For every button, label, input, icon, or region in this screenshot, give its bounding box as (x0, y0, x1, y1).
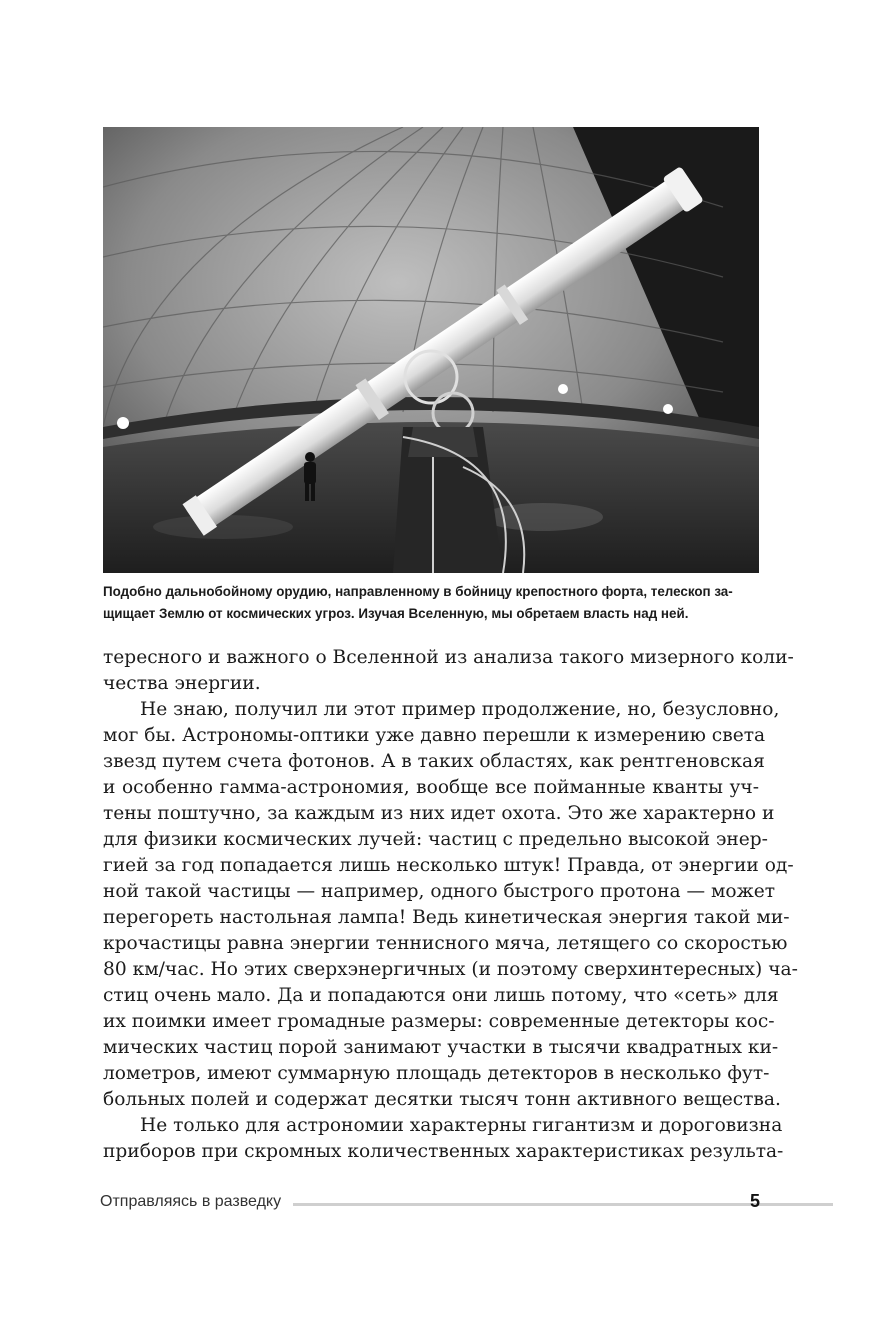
caption-line: щищает Землю от космических угроз. Изучая Вселенную, мы обретаем власть над ней. (103, 606, 689, 621)
text-line: чества энергии. (103, 673, 261, 694)
text-line: тересного и важного о Вселенной из анализа такого мизерного коли- (103, 647, 794, 668)
text-line: перегореть настольная лампа! Ведь кинетическая энергия такой ми- (103, 907, 790, 928)
text-line: больных полей и содержат десятки тысяч тонн активного вещества. (103, 1089, 781, 1110)
text-line: Не только для астрономии характерны гигантизм и дороговизна (140, 1115, 783, 1136)
text-line: ной такой частицы — например, одного быстрого протона — может (103, 881, 776, 902)
text-line: крочастицы равна энергии теннисного мяча, летящего со скоростью (103, 933, 788, 954)
page-footer (100, 1190, 760, 1216)
body-text (103, 645, 798, 1165)
text-line: мог бы. Астрономы-оптики уже давно перешли к измерению света (103, 725, 766, 746)
running-section-title: Отправляясь в разведку (100, 1193, 282, 1210)
page-number: 5 (749, 1191, 760, 1211)
telescope-photo (103, 127, 759, 573)
text-line: гией за год попадается лишь несколько штук! Правда, от энергии од- (103, 855, 794, 876)
text-line: звезд путем счета фотонов. А в таких областях, как рентгеновская (103, 751, 765, 772)
text-line: лометров, имеют суммарную площадь детекторов в несколько фут- (103, 1063, 770, 1084)
text-line: стиц очень мало. Да и попадаются они лишь потому, что «сеть» для (103, 985, 779, 1006)
text-line: их поимки имеет громадные размеры: современные детекторы кос- (103, 1011, 775, 1032)
text-line: 80 км/час. Но этих сверхэнергичных (и поэтому сверхинтересных) ча- (103, 959, 798, 980)
photo-caption (103, 581, 759, 625)
text-line: и особенно гамма-астрономия, вообще все пойманные кванты уч- (103, 777, 759, 798)
text-line: приборов при скромных количественных характеристиках результа- (103, 1141, 784, 1162)
text-line: мических частиц порой занимают участки в тысячи квадратных ки- (103, 1037, 779, 1058)
caption-line: Подобно дальнобойному орудию, направленному в бойницу крепостного форта, телескоп за- (103, 584, 733, 599)
text-line: Не знаю, получил ли этот пример продолжение, но, безусловно, (140, 699, 780, 720)
text-line: тены поштучно, за каждым из них идет охота. Это же характерно и (103, 803, 775, 824)
text-line: для физики космических лучей: частиц с предельно высокой энер- (103, 829, 768, 850)
